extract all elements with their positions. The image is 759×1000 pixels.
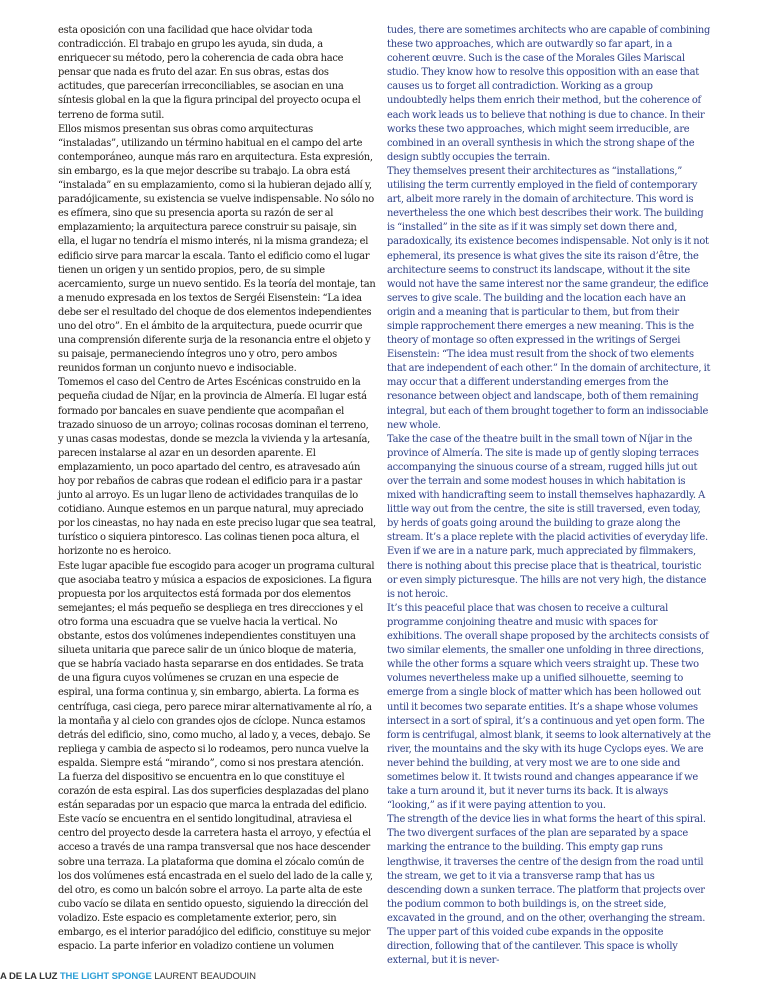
english-paragraph: They themselves present their architectures as “installations,” utilising the term currently employed in the field of contemporary art, albeit more rarely in the domain of architecture. This word is nevertheless the one which best describes their work. The building is “installed” in the site as if it was simply set down there and, paradoxically, its existence becomes indispensable. Not only is it not ephemeral, its presence is what gives the site its raison d’être, the architecture seems to construct its landscape, without it the site would not have the same interest nor the same grandeur, the edifice serves to give scale. The building and the location each have an origin and a meaning that is particular to them, but from their simple rapprochement there emerges a new meaning. This is the theory of montage so often expressed in the writings of Sergei Eisenstein: “The idea must result from the shock of two elements that are independent of each other.” In the domain of architecture, it may occur that a different understanding emerges from the resonance between object and landscape, both of them remaining integral, but each of them brought together to form an indissociable new whole. [387, 165, 711, 431]
english-text-column [387, 24, 711, 967]
english-paragraph: tudes, there are sometimes architects who are capable of combining these two approaches, which are outwardly so far apart, in a coherent œuvre. Such is the case of the Morales Giles Mariscal studio. They know how to resolve this opposition with an ease that causes us to forget all contradiction. Working as a group undoubtedly helps them enrich their method, but the coherence of each work leads us to believe that nothing is due to chance. In their works these two approaches, which might seem irreducible, are combined in an overall synthesis in which the strong shape of the design subtly occupies the terrain. [387, 25, 711, 163]
spanish-paragraph: esta oposición con una facilidad que hace olvidar toda contradicción. El trabajo en grupo les ayuda, sin duda, a enriquecer su método, pero la coherencia de cada obra hace pensar que nada es fruto del azar. En sus obras, estas dos actitudes, que parecerían irreconciliables, se asocian en una síntesis global en la que la figura principal del proyecto ocupa el terreno de forma sutil. [58, 25, 361, 121]
english-paragraph: Take the case of the theatre built in the small town of Níjar in the province of Almería. The site is made up of gently sloping terraces accompanying the sinuous course of a stream, rugged hills jut out over the terrain and some modest houses in which habitation is mixed with handicrafting seem to install themselves haphazardly. A little way out from the centre, the site is still traversed, even today, by herds of goats going around the building to graze along the stream. It’s a place replete with the placid activities of everyday life. Even if we are in a nature park, much appreciated by filmmakers, there is nothing about this precise place that is theatrical, touristic or even simply picturesque. The hills are not very high, the distance is not heroic. [387, 433, 708, 600]
footer-spanish-title: A DE LA LUZ [0, 971, 58, 982]
spanish-paragraph: Ellos mismos presentan sus obras como arquitecturas “instaladas”, utilizando un término habitual en el campo del arte contemporáneo, aunque más raro en arquitectura. Esta expresión, sin embargo, es la que mejor describe su trabajo. La obra está “instalada” en su emplazamiento, como si la hubieran dejado allí y, paradójicamente, su existencia se vuelve indispensable. No sólo no es efímera, sino que su presencia aporta su razón de ser al emplazamiento; la arquitectura parece construir su paisaje, sin ella, el lugar no tendría el mismo interés, ni la misma grandeza; el edificio sirve para marcar la escala. Tanto el edificio como el lugar tienen un origen y un sentido propios, pero, de su simple acercamiento, surge un nuevo sentido. Es la teoría del montaje, tan a menudo expresada en los textos de Sergéi Eisenstein: “La idea debe ser el resultado del choque de dos elementos independientes uno del otro”. En el ámbito de la arquitectura, puede ocurrir que una comprensión diferente surja de la resonancia entre el objeto y su paisaje, permaneciendo íntegros uno y otro, pero ambos reunidos forman un conjunto nuevo e indisociable. [58, 123, 376, 375]
spanish-paragraph: Este lugar apacible fue escogido para acoger un programa cultural que asociaba teatro y música a espacios de exposiciones. La figura propuesta por los arquitectos está formada por dos elementos semejantes; el más pequeño se despliega en tres direcciones y el otro forma una escuadra que se vuelve hacia la vertical. No obstante, estos dos volúmenes independientes constituyen una silueta unitaria que parece salir de un único bloque de materia, que se habría vaciado hasta separarse en dos entidades. Se trata de una figura cuyos volúmenes se cruzan en una especie de espiral, una forma continua y, sin embargo, abierta. La forma es centrífuga, casi ciega, pero parece mirar alternativamente al río, a la montaña y al cielo con grandes ojos de cíclope. Nunca estamos detrás del edificio, sino, como mucho, al lado y, a veces, debajo. Se repliega y cambia de aspecto si lo rodeamos, pero nunca vuelve la espalda. Siempre está “mirando”, como si nos prestara atención. [58, 560, 375, 769]
page-footer [0, 970, 420, 984]
footer-author: LAURENT BEAUDOUIN [154, 971, 256, 982]
spanish-paragraph: Tomemos el caso del Centro de Artes Escénicas construido en la pequeña ciudad de Níjar, en la provincia de Almería. El lugar está formado por bancales en suave pendiente que acompañan el trazado sinuoso de un arroyo; colinas rocosas dominan el terreno, y unas casas modestas, donde se mezcla la vivienda y la artesanía, parecen instalarse al azar en un desorden aparente. El emplazamiento, un poco apartado del centro, es atravesado aún hoy por rebaños de cabras que rodean el edificio para ir a pastar junto al arroyo. Es un lugar lleno de actividades tranquilas de lo cotidiano. Aunque estemos en un parque natural, muy apreciado por los cineastas, no hay nada en este preciso lugar que sea teatral, turístico o siquiera pintoresco. Las colinas tienen poca altura, el horizonte no es heroico. [58, 377, 376, 558]
english-paragraph: It’s this peaceful place that was chosen to receive a cultural programme conjoining theatre and music with spaces for exhibitions. The overall shape proposed by the architects consists of two similar elements, the smaller one unfolding in three directions, while the other forms a square which veers straight up. These two volumes nevertheless make up a unified silhouette, seeming to emerge from a single block of matter which has been hollowed out until it becomes two separate entities. It’s a shape whose volumes intersect in a sort of spiral, it’s a continuous and yet open form. The form is centrifugal, almost blank, it seems to look alternatively at the river, the mountains and the sky with its huge Cyclops eyes. We are never behind the building, at very most we are to one side and sometimes below it. It twists round and changes appearance if we take a turn around it, but it never turns its back. It is always “looking,” as if it were paying attention to you. [387, 602, 711, 812]
spanish-text-column [58, 24, 376, 953]
spanish-paragraph: La fuerza del dispositivo se encuentra en lo que constituye el corazón de esta espiral. Las dos superficies desplazadas del plano están separadas por un espacio que marca la entrada del edificio. Este vacío se encuentra en el sentido longitudinal, atraviesa el centro del proyecto desde la carretera hasta el arroyo, y efectúa el acceso a través de una rampa transversal que nos hace descender sobre una terraza. La plataforma que domina el zócalo común de los dos volúmenes está encastrada en el suelo del lado de la calle y, del otro, es como un balcón sobre el arroyo. La parte alta de este cubo vacío se dilata en sentido opuesto, siguiendo la dirección del voladizo. Este espacio es completamente exterior, pero, sin embargo, es el interior paradójico del edificio, constituye su mejor espacio. La parte inferior en voladizo contiene un volumen [58, 771, 373, 953]
footer-english-title: THE LIGHT SPONGE [59, 971, 152, 982]
english-paragraph: The strength of the device lies in what forms the heart of this spiral. The two divergent surfaces of the plan are separated by a space marking the entrance to the building. This empty gap runs lengthwise, it traverses the centre of the design from the road until the stream, we get to it via a transverse ramp that has us descending down a sunken terrace. The platform that projects over the podium common to both buildings is, on the street side, excavated in the ground, and on the other, overhanging the stream. The upper part of this voided cube expands in the opposite direction, following that of the cantilever. This space is wholly external, but it is never- [387, 814, 706, 967]
